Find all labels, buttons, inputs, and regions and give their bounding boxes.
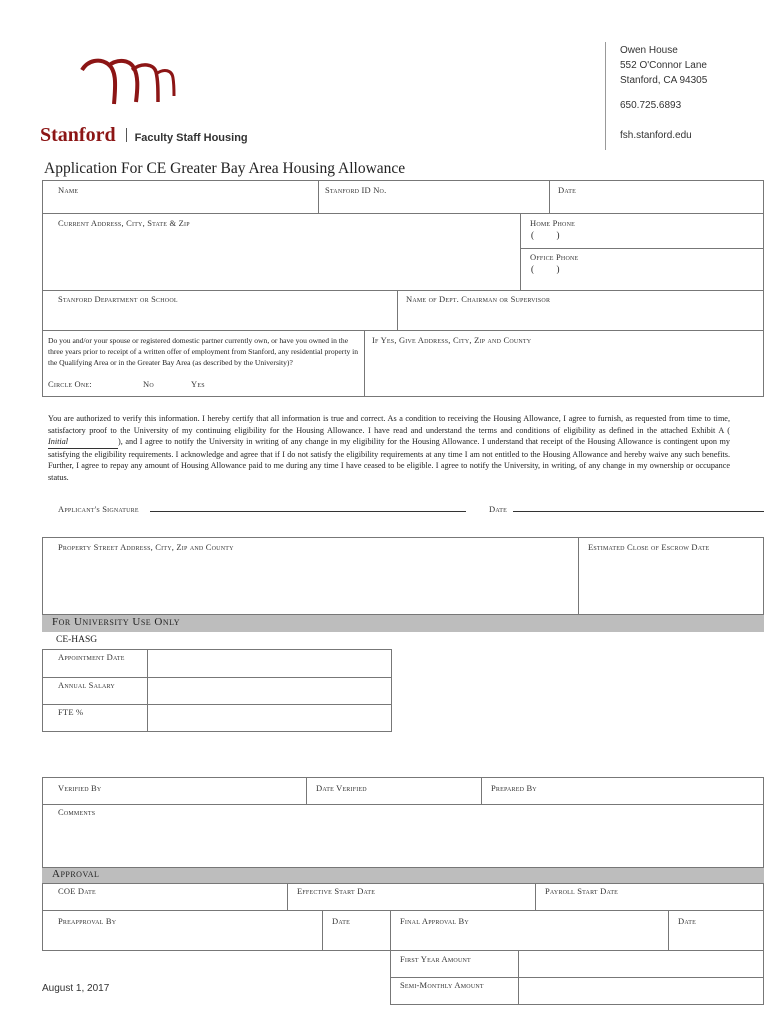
logo-mark-icon [78, 56, 178, 108]
payroll-start-field[interactable]: Payroll Start Date [545, 886, 619, 896]
logo-subtext: Faculty Staff Housing [134, 132, 248, 144]
name-field[interactable]: Name [58, 185, 79, 195]
fte-input[interactable] [148, 705, 391, 731]
if-yes-address-field[interactable]: If Yes, Give Address, City, Zip and County [372, 335, 532, 345]
department-field[interactable]: Stanford Department or School [58, 294, 178, 304]
approval-heading: Approval [52, 868, 100, 880]
logo-text: Stanford [40, 124, 116, 146]
semi-monthly-amount-label: Semi-Monthly Amount [400, 980, 484, 990]
header-divider [605, 42, 606, 150]
preapproval-date-field[interactable]: Date [332, 916, 350, 926]
ownership-question: Do you and/or your spouse or registered domestic partner currently own, or have you owned in the three years prior to receipt of a written offer of employment from Stanford, any residential property in the Qualifying Area or in the Greater Bay Area (as described by the University)? [48, 336, 359, 367]
contact-web: fsh.stanford.edu [620, 130, 692, 141]
office-phone-field[interactable]: Office Phone [530, 252, 579, 262]
coe-date-field[interactable]: COE Date [58, 886, 96, 896]
yes-option[interactable]: Yes [191, 379, 205, 389]
date-field[interactable]: Date [558, 185, 576, 195]
final-approval-date-field[interactable]: Date [678, 916, 696, 926]
form-title: Application For CE Greater Bay Area Housing Allowance [44, 160, 406, 177]
stanford-id-field[interactable]: Stanford ID No. [325, 185, 387, 195]
certification-text: You are authorized to verify this information. I hereby certify that all information is true and correct. As a condition to receiving the Housing Allowance, I agree to furnish, as requested from time to time, satisfactory proof to the University of my continuing eligibility for the Housing Allowance. I have read and understand the terms and conditions of eligibility as defined in the attached Exhibit A (Initial ), and I agree to notify the University in writing of any change in my eligibility for the Housing Allowance. I understand that receipt of the Housing Allowance is contingent upon my satisfying the eligibility requirements. I acknowledge and agree that if I do not satisfy the eligibility requirements at any time I am not entitled to the Housing Allowance and hereby waive any such benefits. Further, I agree to repay any amount of Housing Allowance paid to me during any time I have ceased to be eligible. I agree to notify the University, in writing, of any change in my ownership or occupance status. [48, 414, 730, 482]
date-verified-field[interactable]: Date Verified [316, 783, 367, 793]
signature-date-label: Date [489, 504, 507, 514]
approval-heading-bar [42, 868, 764, 883]
ce-hasg-code: CE-HASG [56, 635, 98, 645]
preapproval-by-field[interactable]: Preapproval By [58, 916, 117, 926]
first-year-amount-input[interactable] [519, 951, 763, 976]
office-phone-paren: ( ) [531, 264, 560, 274]
university-use-heading-bar [42, 615, 764, 632]
no-option[interactable]: No [143, 379, 154, 389]
property-address-field[interactable]: Property Street Address, City, Zip and County [58, 542, 234, 552]
contact-phone: 650.725.6893 [620, 100, 682, 111]
university-use-heading: For University Use Only [52, 616, 181, 628]
first-year-amount-label: First Year Amount [400, 954, 471, 964]
appointment-date-input[interactable] [148, 650, 391, 676]
logo-divider [126, 128, 127, 142]
escrow-date-field[interactable]: Estimated Close of Escrow Date [588, 542, 710, 552]
circle-one-label: Circle One: [48, 379, 92, 389]
prepared-by-field[interactable]: Prepared By [491, 783, 537, 793]
initial-blank[interactable]: Initial [48, 436, 118, 449]
current-address-field[interactable]: Current Address, City, State & Zip [58, 218, 190, 228]
home-phone-field[interactable]: Home Phone [530, 218, 575, 228]
home-phone-paren: ( ) [531, 230, 560, 240]
applicant-signature-label: Applicant's Signature [58, 504, 139, 514]
semi-monthly-amount-input[interactable] [519, 978, 763, 1004]
footer-date: August 1, 2017 [42, 983, 110, 994]
contact-building: Owen House [620, 45, 678, 56]
applicant-signature-line[interactable] [150, 511, 466, 512]
appointment-date-label: Appointment Date [58, 652, 125, 662]
final-approval-by-field[interactable]: Final Approval By [400, 916, 469, 926]
annual-salary-input[interactable] [148, 678, 391, 703]
fte-label: FTE % [58, 707, 84, 717]
verified-by-field[interactable]: Verified By [58, 783, 102, 793]
signature-date-line[interactable] [513, 511, 764, 512]
contact-street: 552 O'Connor Lane [620, 60, 707, 71]
verification-section [42, 777, 764, 868]
stanford-logo [40, 56, 248, 146]
contact-block [620, 43, 707, 143]
circle-one-row [48, 379, 92, 389]
chairman-field[interactable]: Name of Dept. Chairman or Supervisor [406, 294, 551, 304]
contact-city: Stanford, CA 94305 [620, 75, 708, 86]
comments-field[interactable]: Comments [58, 807, 96, 817]
annual-salary-label: Annual Salary [58, 680, 115, 690]
effective-start-field[interactable]: Effective Start Date [297, 886, 376, 896]
